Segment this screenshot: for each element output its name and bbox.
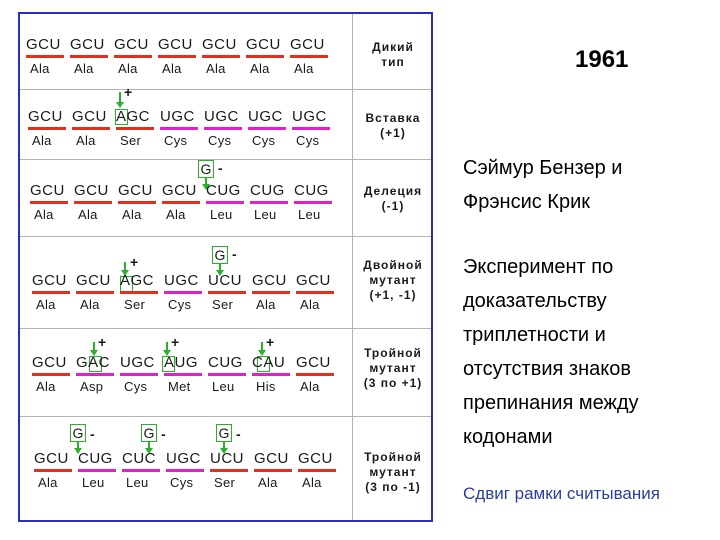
amino-acid-color-bar [204,127,242,130]
amino-acid-label: Leu [298,207,321,222]
deletion-minus-sign: - [232,246,237,262]
row-label-line: Вставка [365,111,421,125]
description-line: кодонами [463,426,553,448]
amino-acid-color-bar [28,127,66,130]
codon: GCU [252,272,287,289]
deleted-base-box: G [216,424,232,442]
amino-acid-label: Leu [212,379,235,394]
amino-acid-color-bar [32,291,70,294]
row-divider [20,328,431,329]
amino-acid-color-bar [294,201,332,204]
codon: CUG [206,182,241,199]
amino-acid-color-bar [114,55,152,58]
codon: GCU [296,354,331,371]
row-label-line: (+1, -1) [369,288,417,302]
deleted-base-box: G [141,424,157,442]
codon: GCU [162,182,197,199]
codon: UGC [292,108,327,125]
amino-acid-color-bar [122,469,160,472]
amino-acid-label: Ala [300,379,320,394]
amino-acid-label: Ala [78,207,98,222]
amino-acid-label: Ala [118,61,138,76]
amino-acid-color-bar [32,373,70,376]
row-divider [20,89,431,90]
row-label-line: (-1) [381,199,405,213]
amino-acid-color-bar [206,201,244,204]
codon: UGC [166,450,201,467]
amino-acid-label: Cys [168,297,192,312]
amino-acid-label: Ser [124,297,146,312]
codon: GCU [26,36,61,53]
codon: GCU [298,450,333,467]
amino-acid-label: Asp [80,379,104,394]
amino-acid-label: Cys [252,133,276,148]
row-label-line: Делеция [363,184,423,198]
amino-acid-color-bar [120,373,158,376]
codon: GCU [30,182,65,199]
amino-acid-color-bar [254,469,292,472]
row-divider [20,236,431,237]
row-label-wild-type [350,40,436,70]
codon: GCU [74,182,109,199]
amino-acid-color-bar [166,469,204,472]
row-divider [20,159,431,160]
codon: GCU [32,354,67,371]
codon: UGC [164,272,199,289]
amino-acid-label: Met [168,379,191,394]
amino-acid-color-bar [296,291,334,294]
amino-acid-label: Cys [124,379,148,394]
amino-acid-color-bar [296,373,334,376]
insertion-plus-sign: + [130,254,139,270]
codon: UGC [248,108,283,125]
description-line: триплетности и [463,324,606,346]
amino-acid-color-bar [118,201,156,204]
row-label-line: мутант [369,273,417,287]
row-label-deletion [350,184,436,214]
codon: GCU [296,272,331,289]
codon: GCU [114,36,149,53]
insertion-plus-sign: + [124,84,133,100]
codon: GCU [70,36,105,53]
amino-acid-color-bar [208,373,246,376]
amino-acid-label: Ala [250,61,270,76]
amino-acid-label: Ala [34,207,54,222]
deleted-base-box: G [212,246,228,264]
amino-acid-label: Cys [296,133,320,148]
row-label-line: (3 по +1) [363,376,423,390]
amino-acid-label: Ser [212,297,234,312]
codon: GCU [118,182,153,199]
amino-acid-label: Ala [38,475,58,490]
description-line: Эксперимент по [463,256,614,278]
amino-acid-label: Ala [300,297,320,312]
codon: GCU [34,450,69,467]
amino-acid-label: Ala [122,207,142,222]
row-label-line: Тройной [364,450,422,464]
amino-acid-label: Ala [206,61,226,76]
codon: GCU [158,36,193,53]
row-label-triple-plus [350,346,436,391]
codon: UGC [204,108,239,125]
amino-acid-label: Cys [164,133,188,148]
amino-acid-color-bar [26,55,64,58]
codon: GCU [254,450,289,467]
row-label-line: (+1) [380,126,406,140]
amino-acid-label: Leu [126,475,149,490]
amino-acid-label: Ala [162,61,182,76]
amino-acid-color-bar [30,201,68,204]
row-label-line: тип [381,55,405,69]
amino-acid-label: Ala [30,61,50,76]
amino-acid-label: Leu [210,207,233,222]
insertion-plus-sign: + [266,334,275,350]
amino-acid-color-bar [290,55,328,58]
row-label-line: Двойной [363,258,423,272]
codon: GCU [72,108,107,125]
amino-acid-label: Ala [74,61,94,76]
amino-acid-color-bar [248,127,286,130]
amino-acid-color-bar [210,469,248,472]
row-label-line: (3 по -1) [365,480,421,494]
codon: GCU [246,36,281,53]
amino-acid-color-bar [116,127,154,130]
frameshift-figure [18,12,433,522]
amino-acid-label: Leu [82,475,105,490]
amino-acid-color-bar [250,201,288,204]
amino-acid-color-bar [120,291,158,294]
codon: CUG [250,182,285,199]
amino-acid-color-bar [160,127,198,130]
deletion-minus-sign: - [161,426,166,442]
amino-acid-label: Ala [302,475,322,490]
amino-acid-color-bar [76,373,114,376]
amino-acid-label: Ala [36,297,56,312]
codon: GAC [76,354,111,371]
deleted-base-box: G [70,424,86,442]
codon: CUC [122,450,156,467]
year-heading: 1961 [575,46,629,73]
insertion-plus-sign: + [171,334,180,350]
codon: UGC [120,354,155,371]
amino-acid-color-bar [252,291,290,294]
authors-line: Фрэнсис Крик [463,191,591,213]
codon: CUG [208,354,243,371]
amino-acid-label: Ser [214,475,236,490]
amino-acid-color-bar [164,291,202,294]
amino-acid-color-bar [164,373,202,376]
codon: CUG [78,450,113,467]
amino-acid-color-bar [298,469,336,472]
amino-acid-label: Ala [76,133,96,148]
amino-acid-color-bar [162,201,200,204]
codon: CUG [294,182,329,199]
deletion-minus-sign: - [218,160,223,176]
amino-acid-color-bar [202,55,240,58]
row-label-triple-minus [350,450,436,495]
insertion-plus-sign: + [98,334,107,350]
deletion-minus-sign: - [90,426,95,442]
codon: UCU [208,272,242,289]
codon: GCU [76,272,111,289]
amino-acid-label: Ala [32,133,52,148]
row-label-insertion [350,111,436,141]
codon: AGC [116,108,151,125]
codon: GCU [290,36,325,53]
codon: AUG [164,354,199,371]
amino-acid-color-bar [208,291,246,294]
deletion-minus-sign: - [236,426,241,442]
amino-acid-color-bar [252,373,290,376]
amino-acid-color-bar [158,55,196,58]
deleted-base-box: G [198,160,214,178]
amino-acid-label: Ala [166,207,186,222]
description-line: отсутствия знаков [463,358,631,380]
amino-acid-label: Ser [120,133,142,148]
amino-acid-color-bar [70,55,108,58]
amino-acid-label: Cys [208,133,232,148]
caption: Сдвиг рамки считывания [463,484,660,503]
amino-acid-label: Ala [258,475,278,490]
amino-acid-label: Ala [294,61,314,76]
codon: UCU [210,450,244,467]
amino-acid-color-bar [76,291,114,294]
row-divider [20,416,431,417]
codon: AGC [120,272,155,289]
description-line: препинания между [463,392,639,414]
amino-acid-label: Ala [256,297,276,312]
amino-acid-label: Ala [80,297,100,312]
row-label-line: Дикий [372,40,414,54]
amino-acid-label: Cys [170,475,194,490]
row-label-line: мутант [369,465,417,479]
authors-line: Сэймур Бензер и [463,157,623,179]
amino-acid-label: Leu [254,207,277,222]
amino-acid-label: Ala [36,379,56,394]
amino-acid-color-bar [74,201,112,204]
codon: GCU [28,108,63,125]
amino-acid-label: His [256,379,276,394]
amino-acid-color-bar [246,55,284,58]
amino-acid-color-bar [78,469,116,472]
amino-acid-color-bar [72,127,110,130]
codon: CAU [252,354,286,371]
codon: UGC [160,108,195,125]
amino-acid-color-bar [292,127,330,130]
codon: GCU [202,36,237,53]
row-label-double-mutant [350,258,436,303]
description-line: доказательству [463,290,607,312]
amino-acid-color-bar [34,469,72,472]
row-label-line: Тройной [364,346,422,360]
row-label-line: мутант [369,361,417,375]
codon: GCU [32,272,67,289]
